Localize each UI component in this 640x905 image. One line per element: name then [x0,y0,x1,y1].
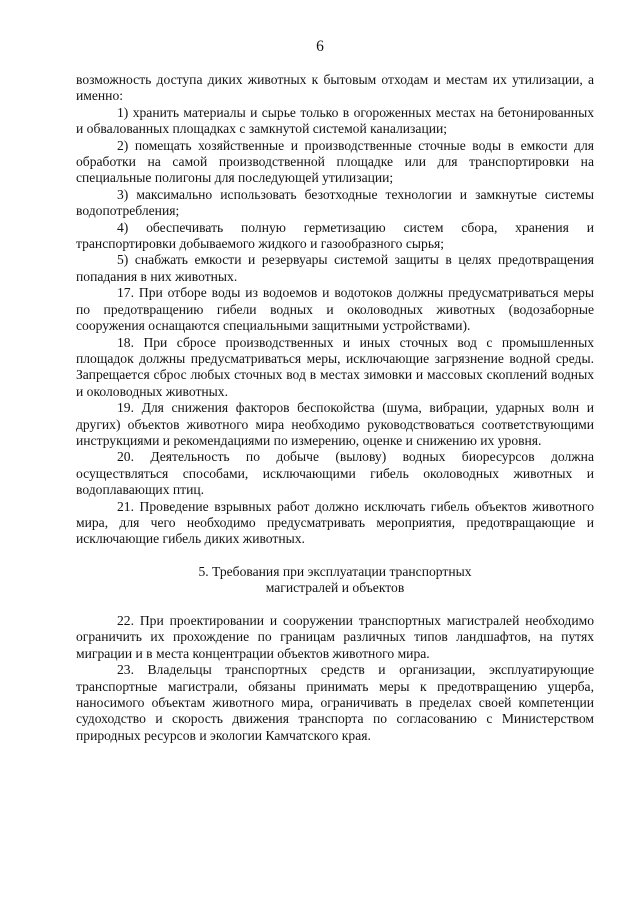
paragraph-item-2: 2) помещать хозяйственные и производственные сточные воды в емкости для обработки на самой производственной площадке или для транспортировки на специальные полигоны для последующей утилизации; [76,137,594,186]
paragraphs-top [76,72,594,548]
paragraph-22: 22. При проектировании и сооружении транспортных магистралей необходимо ограничить их прохождение по границам различных типов ландшафтов, на путях миграции и в места концентрации объектов животного мира. [76,612,594,661]
paragraph-21: 21. Проведение взрывных работ должно исключать гибель объектов животного мира, для чего необходимо предусматривать мероприятия, предотвращающие и исключающие гибель диких животных. [76,498,594,547]
paragraph-18: 18. При сбросе производственных и иных сточных вод с промышленных площадок должны предусматриваться меры, исключающие загрязнение водной среды. Запрещается сброс любых сточных вод в местах зимовки и массовых скоплений водных и околоводных животных. [76,334,594,399]
section-heading-line-2: магистралей и объектов [265,580,405,596]
paragraph-item-5: 5) снабжать емкости и резервуары системой защиты в целях предотвращения попадания в них животных. [76,252,594,284]
section-heading-line-1: 5. Требования при эксплуатации транспортных [198,563,472,579]
page-number: 6 [316,38,324,55]
paragraph-17: 17. При отборе воды из водоемов и водотоков должны предусматриваться меры по предотвращению гибели водных и околоводных животных (водозаборные сооружения оснащаются специальными защитными устройствами). [76,285,594,334]
document-body [76,72,594,744]
paragraph-23: 23. Владельцы транспортных средств и организации, эксплуатирующие транспортные магистрали, обязаны принимать меры к предотвращению ущерба, наносимого объектам животного мира, ограничивать в пределах своей компетенции судоходство и скорость движения транспорта по согласованию с Министерством природных ресурсов и экологии Камчатского края. [76,662,594,743]
paragraph-item-4: 4) обеспечивать полную герметизацию систем сбора, хранения и транспортировки добываемого жидкого и газообразного сырья; [76,219,594,252]
paragraph-20: 20. Деятельность по добыче (вылову) водных биоресурсов должна осуществляться способами, исключающими гибель околоводных животных и водоплавающих птиц. [76,449,594,498]
paragraph-19: 19. Для снижения факторов беспокойства (шума, вибрации, ударных волн и других) объектов животного мира необходимо руководствоваться соответствующими инструкциями и рекомендациями по измерению, оценке и снижению их уровня. [76,400,594,448]
paragraph-continuation: возможность доступа диких животных к бытовым отходам и местам их утилизации, а именно: [76,72,594,104]
paragraph-item-1: 1) хранить материалы и сырье только в огороженных местах на бетонированных и обвалованных площадках с замкнутой системой канализации; [76,104,594,137]
paragraphs-bottom [76,613,594,744]
section-heading [76,564,594,597]
paragraph-item-3: 3) максимально использовать безотходные технологии и замкнутые системы водопотребления; [76,186,594,219]
